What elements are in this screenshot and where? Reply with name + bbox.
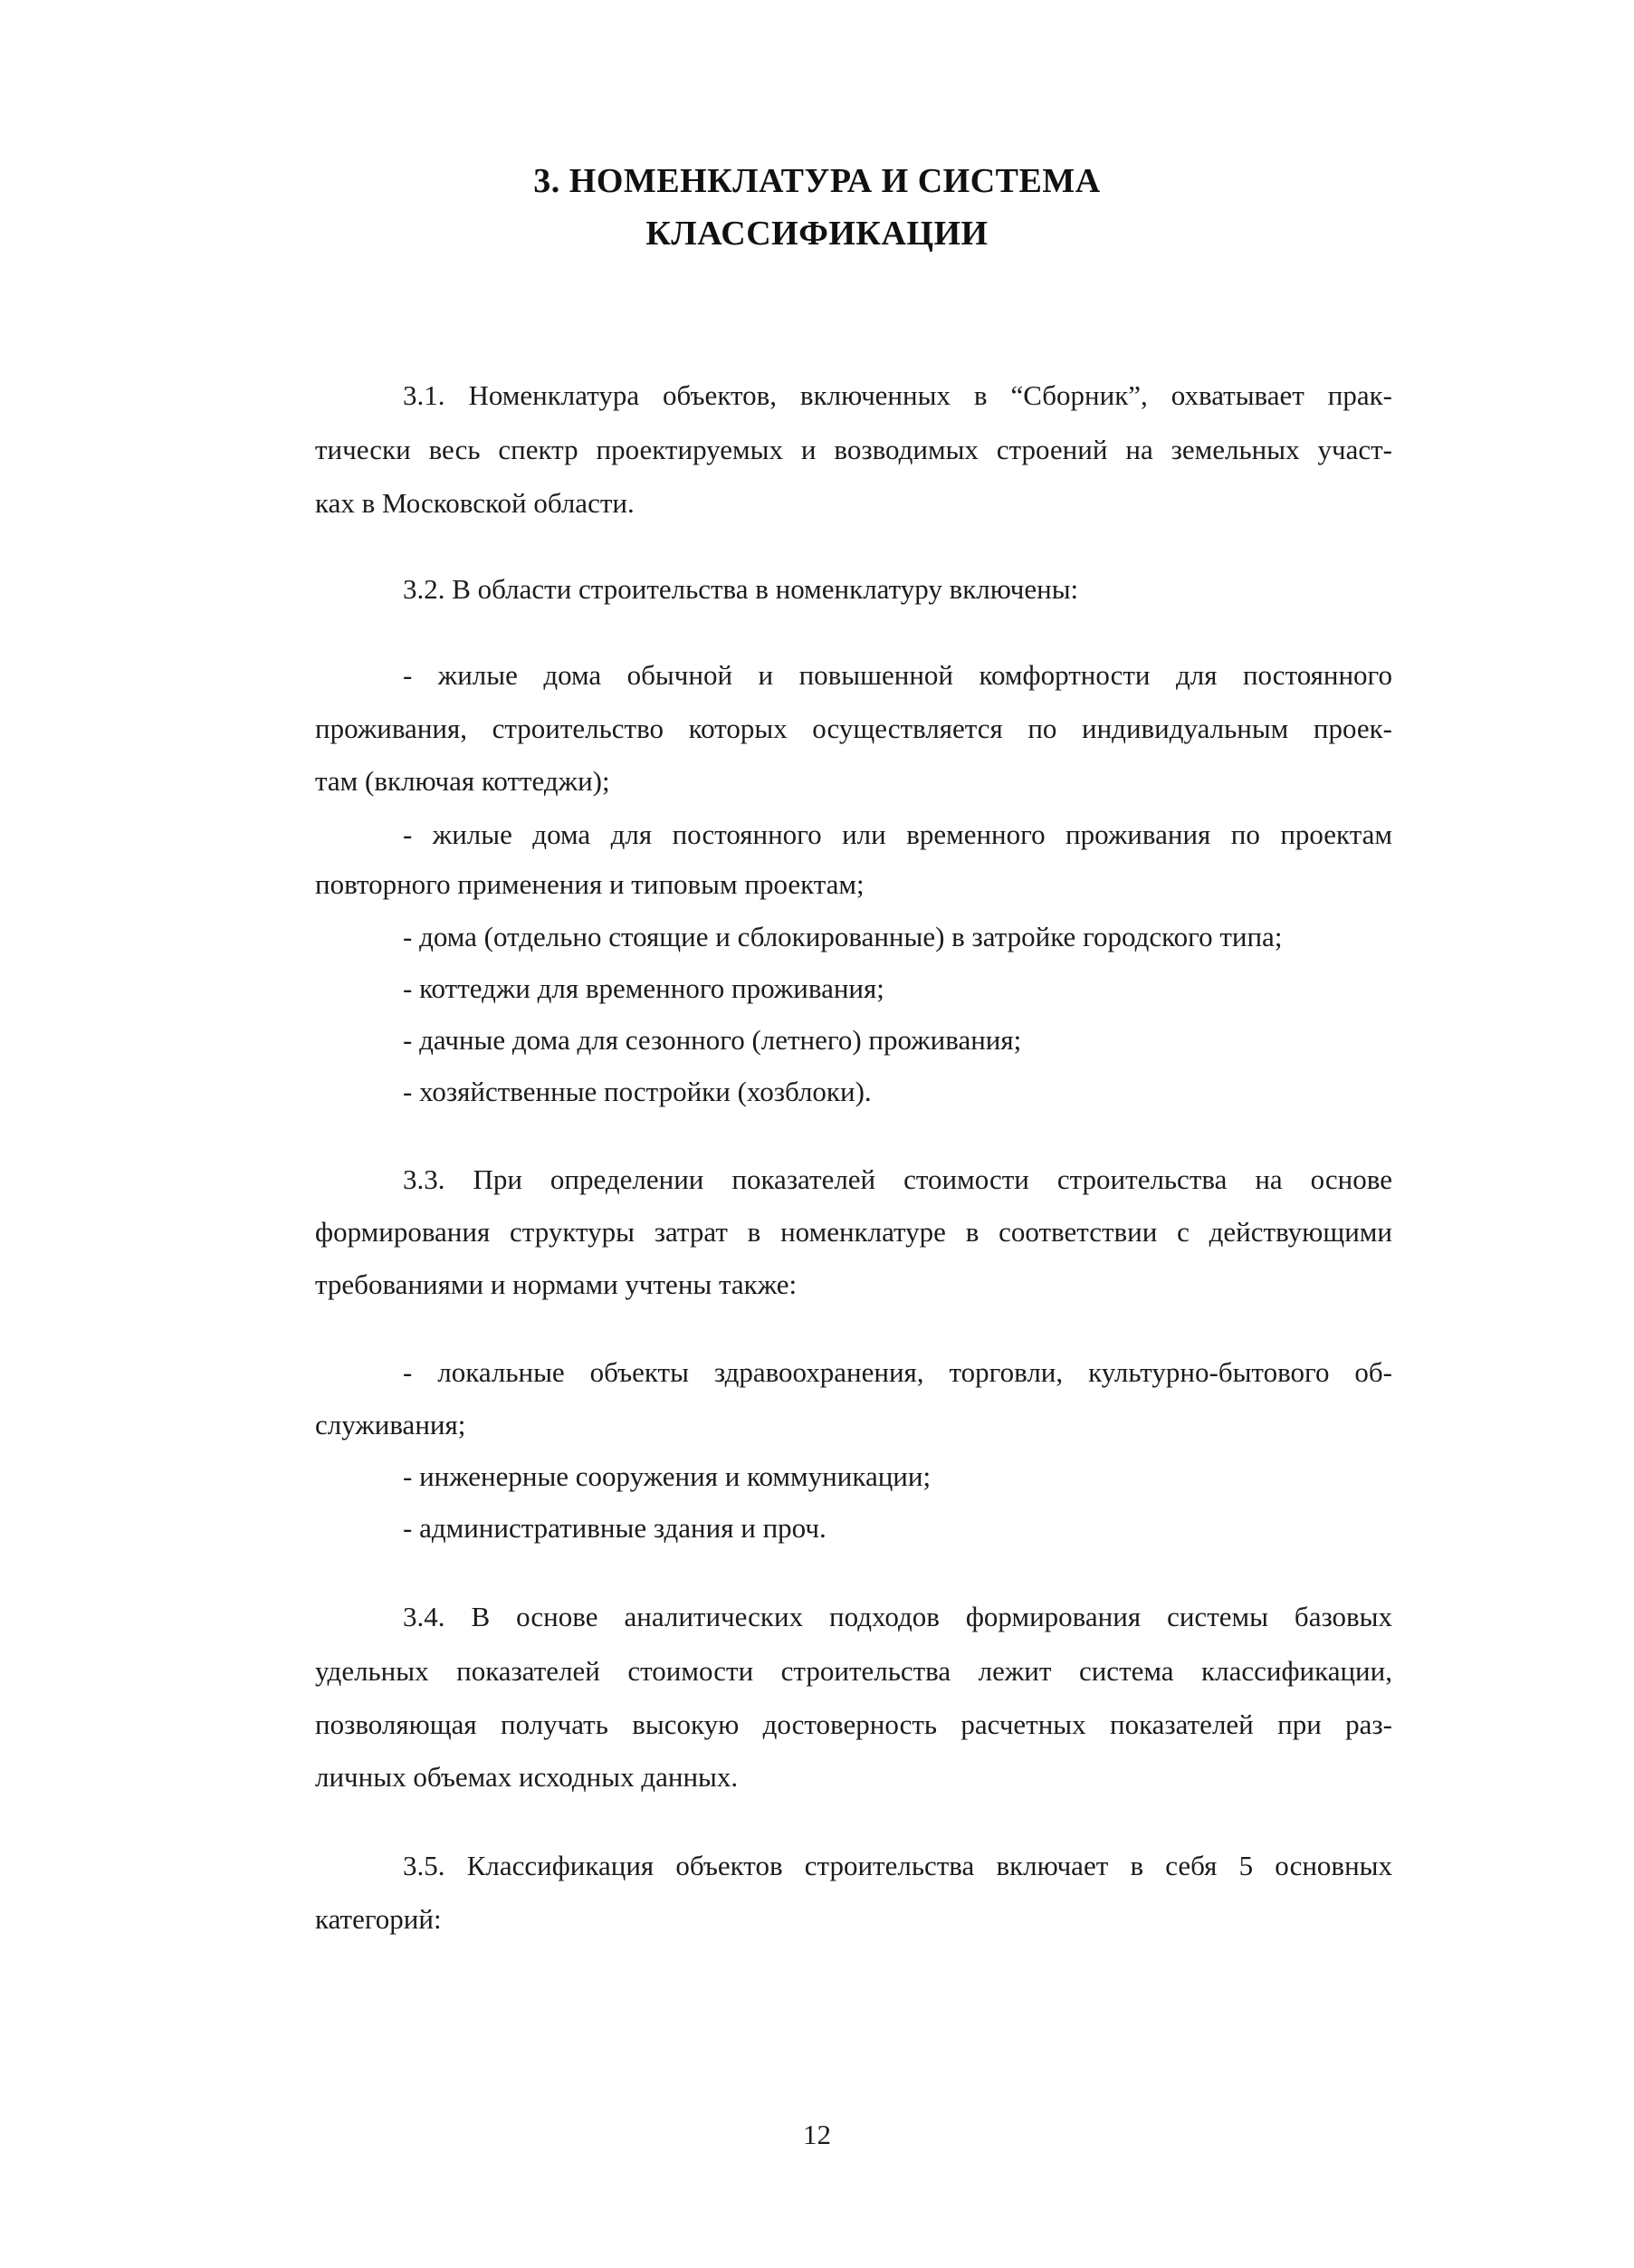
list-item-8: - инженерные сооружения и коммуникации; <box>403 1460 932 1492</box>
paragraph-3-4-line-1: 3.4. В основе аналитических подходов формирования системы базовых <box>403 1601 1392 1632</box>
paragraph-3-3-line-3: требованиями и нормами учтены также: <box>315 1268 798 1300</box>
paragraph-3-3-line-2: формирования структуры затрат в номенклатуре в соответствии с действующими <box>315 1216 1392 1248</box>
list-item-5: - дачные дома для сезонного (летнего) проживания; <box>403 1024 1022 1056</box>
paragraph-3-1-line-3: ках в Московской области. <box>315 487 635 519</box>
list-item-3: - дома (отдельно стоящие и сблокированные) в затройке городского типа; <box>403 921 1283 952</box>
paragraph-3-4-line-3: позволяющая получать высокую достоверность расчетных показателей при раз- <box>315 1708 1392 1740</box>
page-number: 12 <box>803 2119 831 2150</box>
paragraph-3-1-line-1: 3.1. Номенклатура объектов, включенных в “Сборник”, охватывает прак- <box>403 379 1392 411</box>
section-title-continuation: КЛАССИФИКАЦИИ <box>645 215 989 253</box>
section-title: 3. НОМЕНКЛАТУРА И СИСТЕМА <box>533 162 1101 200</box>
list-item-1-line-3: там (включая коттеджи); <box>315 765 610 797</box>
paragraph-3-5-line-1: 3.5. Классификация объектов строительства включает в себя 5 основных <box>403 1850 1392 1881</box>
paragraph-3-3-line-1: 3.3. При определении показателей стоимости строительства на основе <box>403 1163 1392 1195</box>
list-item-7-line-2: служивания; <box>315 1409 466 1440</box>
list-item-2-line-1: - жилые дома для постоянного или временного проживания по проектам <box>403 818 1392 850</box>
list-item-7-line-1: - локальные объекты здравоохранения, торговли, культурно-бытового об- <box>403 1356 1392 1388</box>
paragraph-3-4-line-2: удельных показателей стоимости строительства лежит система классификации, <box>315 1655 1392 1687</box>
paragraph-3-5-line-2: категорий: <box>315 1903 442 1935</box>
list-item-9: - административные здания и проч. <box>403 1512 827 1544</box>
paragraph-3-2-line-1: 3.2. В области строительства в номенклатуру включены: <box>403 573 1079 605</box>
paragraph-3-1-line-2: тически весь спектр проектируемых и возводимых строений на земельных участ- <box>315 434 1392 465</box>
list-item-2-line-2: повторного применения и типовым проектам; <box>315 868 865 900</box>
paragraph-3-4-line-4: личных объемах исходных данных. <box>315 1761 739 1793</box>
list-item-1-line-2: проживания, строительство которых осуществляется по индивидуальным проек- <box>315 713 1392 744</box>
list-item-6: - хозяйственные постройки (хозблоки). <box>403 1076 872 1107</box>
list-item-1-line-1: - жилые дома обычной и повышенной комфортности для постоянного <box>403 659 1392 691</box>
list-item-4: - коттеджи для временного проживания; <box>403 972 884 1004</box>
